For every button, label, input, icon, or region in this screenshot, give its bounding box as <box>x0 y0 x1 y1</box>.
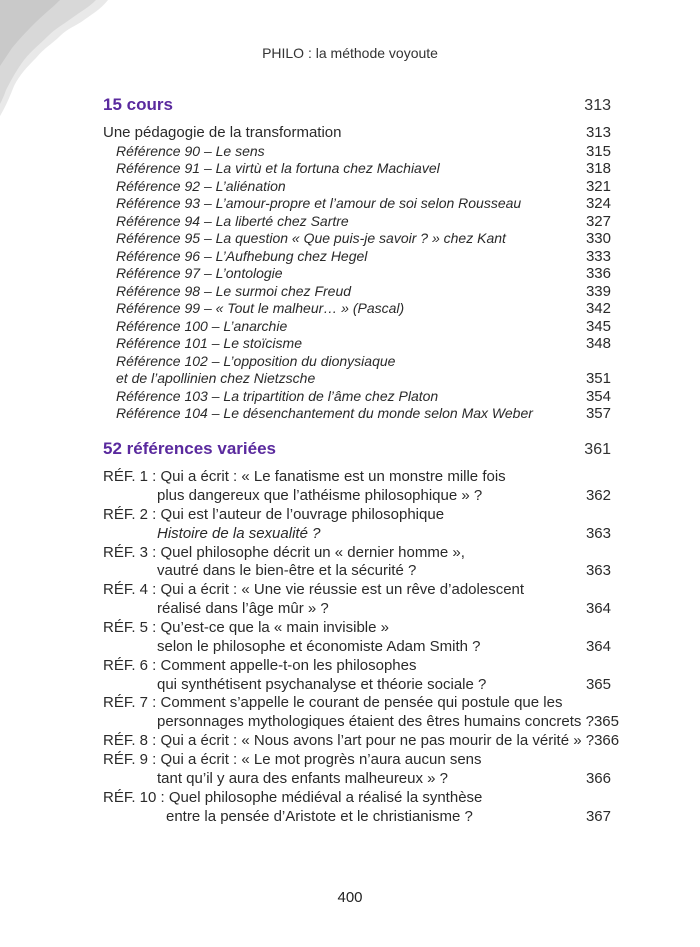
entry-page: 315 <box>585 142 611 160</box>
reference-page: 364 <box>585 600 611 617</box>
reference-line <box>103 694 611 712</box>
reference-question: RÉF. 3 : Quel philosophe décrit un « dernier homme », <box>103 544 465 561</box>
reference-page: 366 <box>594 732 620 749</box>
reference-question: RÉF. 5 : Qu’est-ce que la « main invisible » <box>103 619 389 636</box>
reference-question-continued: entre la pensée d’Aristote et le christianisme ? <box>166 808 473 825</box>
section-title: 52 références variées <box>103 439 276 458</box>
entry-label: Référence 100 – L’anarchie <box>116 317 288 334</box>
reference-page: 366 <box>585 770 611 787</box>
reference-line <box>103 525 611 543</box>
reference-line <box>103 676 611 694</box>
entry-label: Référence 91 – La virtù et la fortuna chez Machiavel <box>116 160 440 176</box>
entry-label: Référence 98 – Le surmoi chez Freud <box>116 282 352 299</box>
reference-page: 362 <box>585 487 611 504</box>
section-heading <box>103 440 611 458</box>
reference-page: 363 <box>585 525 611 542</box>
reference-line <box>103 600 611 618</box>
reference-line <box>103 789 611 807</box>
entry-page: 339 <box>585 282 611 300</box>
entry-page: 333 <box>585 247 611 265</box>
reference-line <box>103 751 611 769</box>
toc-entry <box>103 142 611 160</box>
entry-label: Référence 97 – L’ontologie <box>116 265 283 281</box>
toc-entry <box>103 387 611 405</box>
toc-entry <box>103 229 611 247</box>
reference-question: RÉF. 7 : Comment s’appelle le courant de pensée qui postule que les <box>103 694 563 711</box>
entry-page: 324 <box>585 195 611 212</box>
entry-label: Référence 96 – L’Aufhebung chez Hegel <box>116 247 368 264</box>
reference-line <box>103 487 611 505</box>
entry-page: 345 <box>585 317 611 335</box>
entry-page: 348 <box>585 335 611 352</box>
reference-line <box>103 713 619 731</box>
reference-page: 365 <box>585 676 611 693</box>
reference-question: RÉF. 8 : Qui a écrit : « Nous avons l’art pour ne pas mourir de la vérité » ? <box>103 732 595 749</box>
section-page: 313 <box>584 97 611 114</box>
reference-question-continued: vautré dans le bien-être et la sécurité ? <box>157 562 417 579</box>
reference-line <box>103 468 611 486</box>
reference-line <box>103 581 611 599</box>
toc-entry <box>103 194 611 212</box>
reference-line <box>103 770 611 788</box>
reference-question-continued: personnages mythologiques étaient des êtres humains concrets ? <box>157 713 594 730</box>
toc-entry <box>103 282 611 300</box>
reference-page: 364 <box>585 638 611 655</box>
reference-page: 365 <box>593 713 619 730</box>
section-heading <box>103 96 611 114</box>
reference-page: 363 <box>585 562 611 579</box>
toc-entry <box>103 404 611 422</box>
entry-page: 357 <box>585 405 611 422</box>
reference-question: RÉF. 9 : Qui a écrit : « Le mot progrès n’aura aucun sens <box>103 751 482 768</box>
toc-entry <box>103 247 611 265</box>
reference-page: 367 <box>585 808 611 825</box>
toc-entry <box>103 352 611 370</box>
reference-line <box>103 638 611 656</box>
reference-question-continued: qui synthétisent psychanalyse et théorie sociale ? <box>157 676 487 693</box>
reference-question-continued: tant qu’il y aura des enfants malheureux » ? <box>157 770 449 787</box>
toc-entry <box>103 177 611 195</box>
entry-label: Référence 94 – La liberté chez Sartre <box>116 212 349 229</box>
toc-entry <box>103 299 611 317</box>
reference-question-continued: selon le philosophe et économiste Adam Smith ? <box>157 638 481 655</box>
entry-page: 336 <box>585 265 611 282</box>
reference-line <box>103 619 611 637</box>
section-title: 15 cours <box>103 95 173 114</box>
page-number: 400 <box>337 889 363 906</box>
reference-line <box>103 562 611 580</box>
reference-line <box>103 732 620 750</box>
reference-question-continued: plus dangereux que l’athéisme philosophique » ? <box>157 487 483 504</box>
reference-line <box>103 808 611 826</box>
toc-entry <box>103 212 611 230</box>
entry-page: 318 <box>585 160 611 177</box>
entry-label: Référence 103 – La tripartition de l’âme chez Platon <box>116 387 439 404</box>
reference-question: RÉF. 10 : Quel philosophe médiéval a réalisé la synthèse <box>103 789 483 806</box>
running-header: PHILO : la méthode voyoute <box>262 45 438 61</box>
reference-question: RÉF. 6 : Comment appelle-t-on les philosophes <box>103 657 417 674</box>
entry-label: Référence 101 – Le stoïcisme <box>116 335 302 351</box>
reference-line <box>103 657 611 675</box>
toc-entry <box>103 317 611 335</box>
toc-entry <box>103 124 611 142</box>
entry-page: 354 <box>585 387 611 405</box>
entry-label: Référence 104 – Le désenchantement du monde selon Max Weber <box>116 405 533 421</box>
entry-page: 342 <box>585 300 611 317</box>
reference-line <box>103 506 611 524</box>
reference-question: RÉF. 2 : Qui est l’auteur de l’ouvrage philosophique <box>103 506 445 523</box>
toc-entry <box>103 159 611 177</box>
entry-page: 321 <box>585 177 611 195</box>
entry-label: Référence 93 – L’amour-propre et l’amour de soi selon Rousseau <box>116 195 522 211</box>
entry-page: 351 <box>585 370 611 387</box>
reference-question-continued: réalisé dans l’âge mûr » ? <box>157 600 329 617</box>
reference-question-continued: Histoire de la sexualité ? <box>157 525 321 542</box>
entry-label: Référence 95 – La question « Que puis-je savoir ? » chez Kant <box>116 230 506 246</box>
toc-entry <box>103 369 611 387</box>
entry-page: 313 <box>585 124 611 141</box>
reference-question: RÉF. 4 : Qui a écrit : « Une vie réussie est un rêve d’adolescent <box>103 581 525 598</box>
toc-entry <box>103 264 611 282</box>
entry-label: et de l’apollinien chez Nietzsche <box>116 370 316 386</box>
entry-label: Une pédagogie de la transformation <box>103 124 342 141</box>
entry-page: 330 <box>585 230 611 247</box>
reference-question: RÉF. 1 : Qui a écrit : « Le fanatisme est un monstre mille fois <box>103 468 506 485</box>
reference-line <box>103 544 611 562</box>
entry-label: Référence 92 – L’aliénation <box>116 177 286 194</box>
toc-entry <box>103 334 611 352</box>
section-page: 361 <box>584 441 611 458</box>
entry-label: Référence 102 – L’opposition du dionysiaque <box>116 352 396 369</box>
entry-label: Référence 99 – « Tout le malheur… » (Pascal) <box>116 300 405 316</box>
entry-page: 327 <box>585 212 611 230</box>
entry-label: Référence 90 – Le sens <box>116 142 265 159</box>
